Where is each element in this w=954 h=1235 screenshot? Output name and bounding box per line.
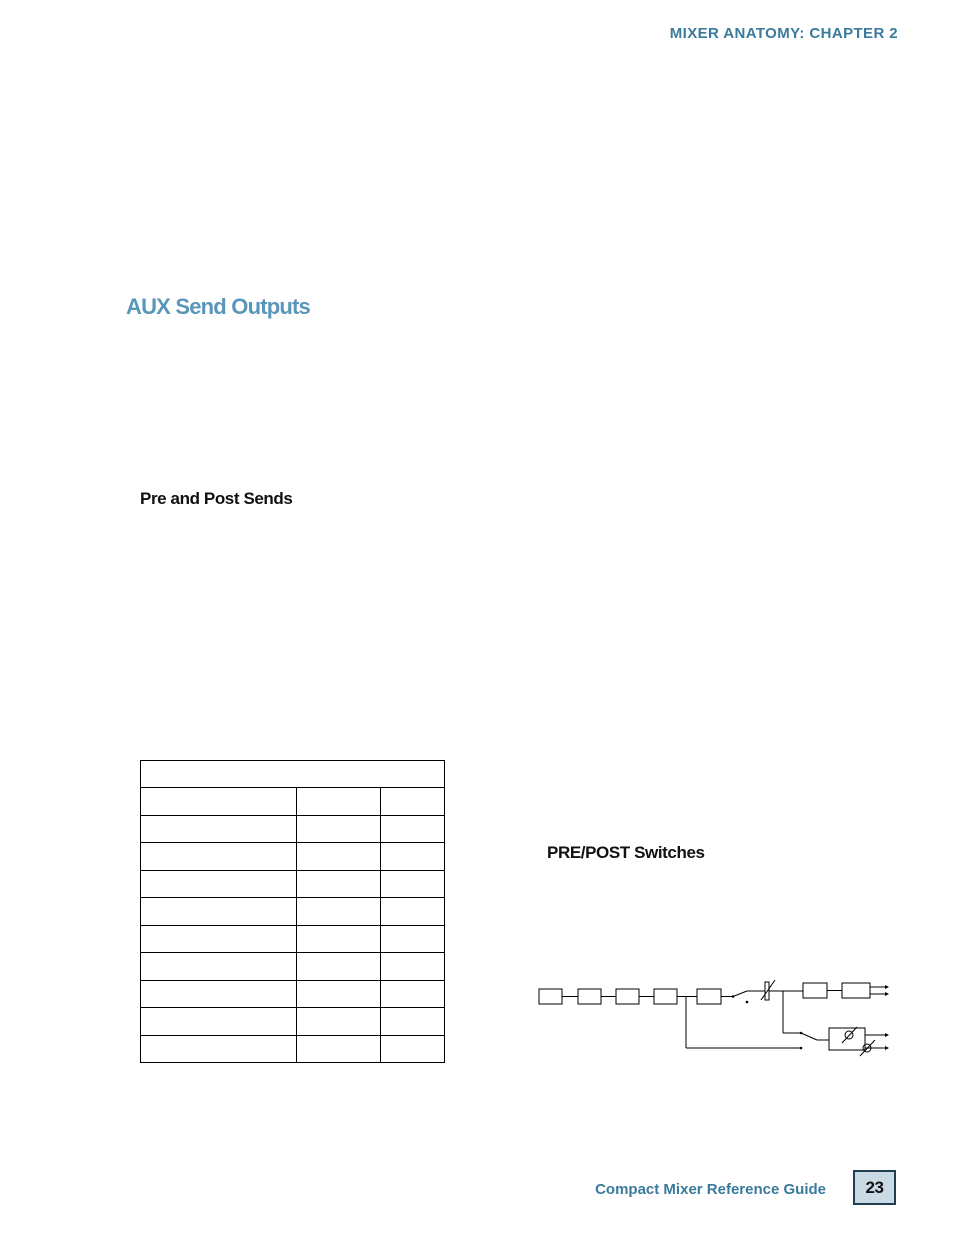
block-box xyxy=(697,989,721,1004)
table-row xyxy=(141,980,445,1007)
table-cell xyxy=(141,1008,297,1035)
table-cell xyxy=(141,1035,297,1062)
table-cell xyxy=(297,815,381,842)
subsection-title-pre-post-sends: Pre and Post Sends xyxy=(140,489,293,508)
table-cell xyxy=(297,788,381,815)
block-box xyxy=(539,989,562,1004)
table-row xyxy=(141,815,445,842)
page-number: 23 xyxy=(865,1177,884,1197)
table-row xyxy=(141,1035,445,1062)
table-cell xyxy=(141,788,297,815)
guide-title: Compact Mixer Reference Guide xyxy=(595,1181,826,1198)
table-cell xyxy=(381,1035,445,1062)
table-cell xyxy=(141,953,297,980)
signal-flow-diagram xyxy=(535,970,895,1065)
subsection-title-pre-post-switches: PRE/POST Switches xyxy=(547,843,705,862)
table-cell xyxy=(297,870,381,897)
table-cell xyxy=(297,953,381,980)
table-cell xyxy=(141,761,445,788)
block-box xyxy=(654,989,677,1004)
section-title-aux-send: AUX Send Outputs xyxy=(126,294,310,319)
table-cell xyxy=(381,870,445,897)
table-cell xyxy=(141,925,297,952)
aux-send-table xyxy=(140,760,445,1063)
table-row xyxy=(141,1008,445,1035)
page-number-box xyxy=(853,1170,896,1205)
table-header-row xyxy=(141,761,445,788)
table-cell xyxy=(381,1008,445,1035)
table-cell xyxy=(297,898,381,925)
table-cell xyxy=(381,980,445,1007)
table-cell xyxy=(297,843,381,870)
block-box xyxy=(578,989,601,1004)
block-box xyxy=(616,989,639,1004)
table-cell xyxy=(141,980,297,1007)
table-cell xyxy=(141,870,297,897)
table-row xyxy=(141,843,445,870)
table-cell xyxy=(297,925,381,952)
table-cell xyxy=(141,898,297,925)
table-cell xyxy=(297,1035,381,1062)
table-row xyxy=(141,898,445,925)
table-cell xyxy=(297,980,381,1007)
switch-lever xyxy=(733,991,747,997)
table-cell xyxy=(141,843,297,870)
table-row xyxy=(141,870,445,897)
table-cell xyxy=(381,843,445,870)
table-row xyxy=(141,925,445,952)
table-cell xyxy=(381,953,445,980)
switch-lever xyxy=(801,1033,817,1040)
table-row xyxy=(141,953,445,980)
table-cell xyxy=(381,898,445,925)
table-cell xyxy=(381,815,445,842)
table-cell xyxy=(381,788,445,815)
chapter-header: MIXER ANATOMY: CHAPTER 2 xyxy=(669,25,898,42)
block-box xyxy=(842,983,870,998)
table-cell xyxy=(297,1008,381,1035)
block-box xyxy=(803,983,827,998)
table-cell xyxy=(141,815,297,842)
table-row xyxy=(141,788,445,815)
table-cell xyxy=(381,925,445,952)
